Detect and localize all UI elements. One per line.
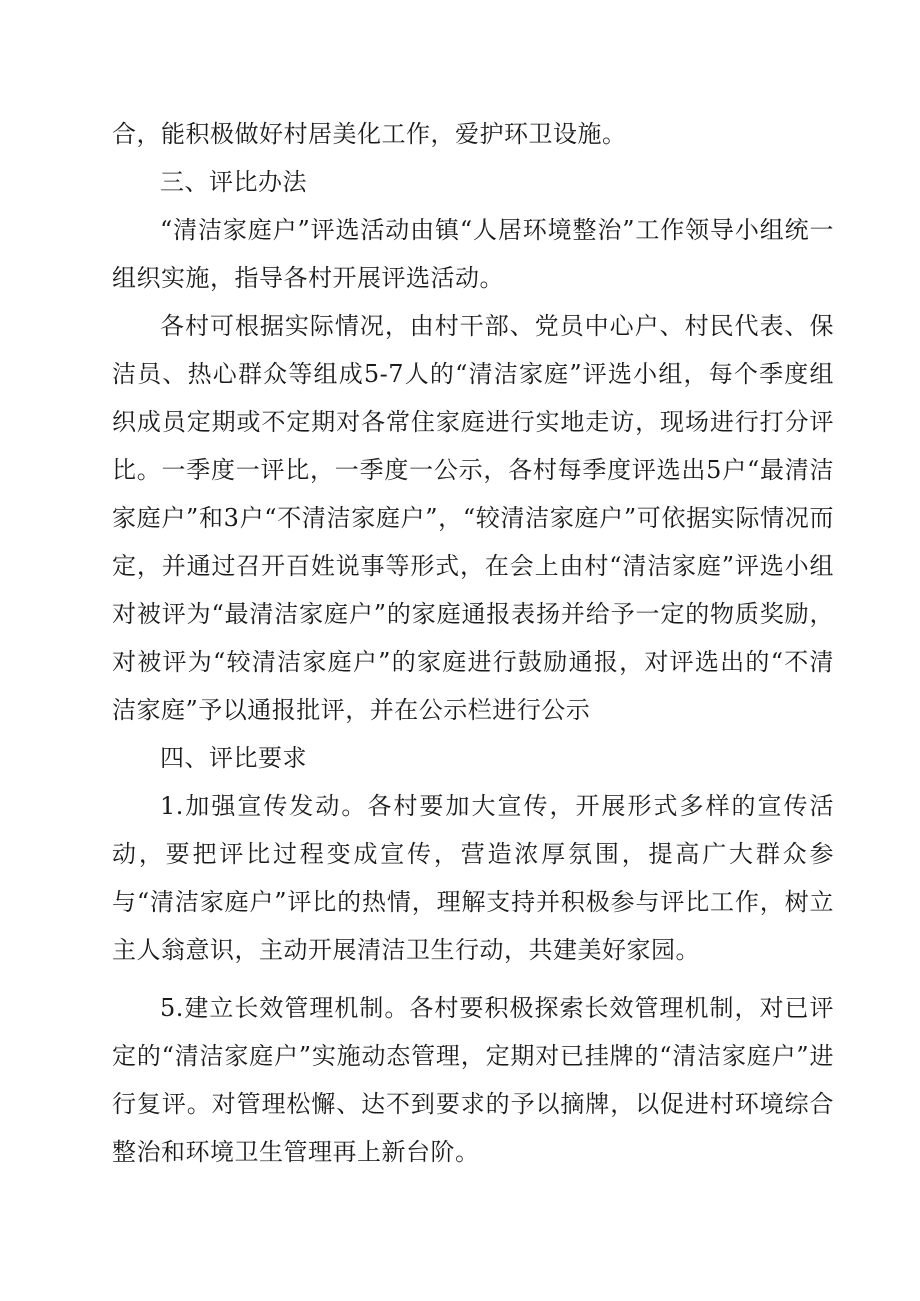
section-heading-evaluation-requirements: 四、评比要求 — [160, 744, 307, 772]
paragraph-requirement-long-term-management: 5.建立长效管理机制。各村要积极探索长效管理机制，对已评定的“清洁家庭户”实施动态管理，定期对已挂牌的“清洁家庭户”进行复评。对管理松懈、达不到要求的予以摘牌，以促进村环境综合整治和环境卫生管理再上新台阶。 — [112, 994, 834, 1166]
paragraph-evaluation-organizer: “清洁家庭户”评选活动由镇“人居环境整治”工作领导小组统一组织实施，指导各村开展评选活动。 — [112, 216, 834, 292]
paragraph-requirement-publicity: 1.加强宣传发动。各村要加大宣传，开展形式多样的宣传活动，要把评比过程变成宣传，营造浓厚氛围，提高广大群众参与“清洁家庭户”评比的热情，理解支持并积极参与评比工作，树立主人翁意识，主动开展清洁卫生行动，共建美好家园。 — [112, 792, 834, 964]
paragraph-continuation: 合，能积极做好村居美化工作，爱护环卫设施。 — [112, 120, 627, 148]
section-heading-evaluation-method: 三、评比办法 — [160, 168, 307, 196]
paragraph-evaluation-process: 各村可根据实际情况，由村干部、党员中心户、村民代表、保洁员、热心群众等组成5-7人的“清洁家庭”评选小组，每个季度组织成员定期或不定期对各常住家庭进行实地走访，现场进行打分评比。一季度一评比，一季度一公示，各村每季度评选出5户“最清洁家庭户”和3户“不清洁家庭户”，“较清洁家庭户”可依据实际情况而定，并通过召开百姓说事等形式，在会上由村“清洁家庭”评选小组对被评为“最清洁家庭户”的家庭通报表扬并给予一定的物质奖励，对被评为“较清洁家庭户”的家庭进行鼓励通报，对评选出的“不清洁家庭”予以通报批评，并在公示栏进行公示 — [112, 312, 834, 724]
document-body — [112, 110, 834, 1176]
